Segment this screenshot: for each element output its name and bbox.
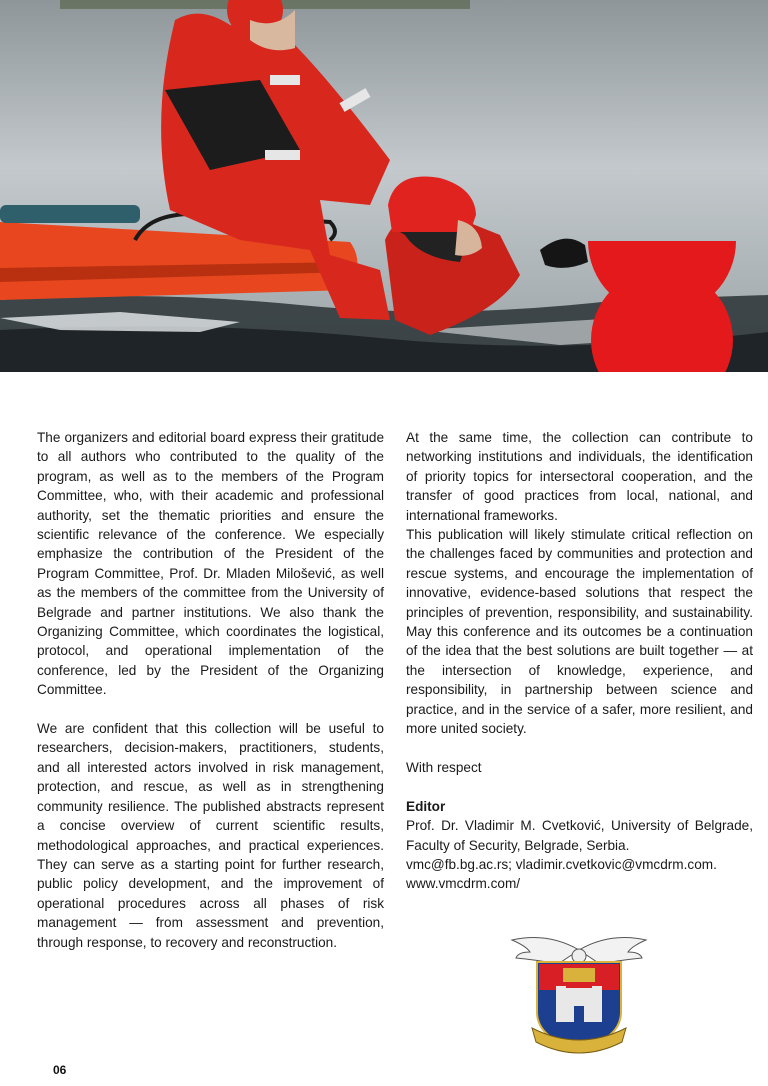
reflection-paragraph: This publication will likely stimulate critical reflection on the challenges faced by communities and protection and rescue systems, and encourage the implementation of innovative, evidence-based solutions that respect the principles of prevention, responsibility, and sustainability. May this conference and its outcomes be a continuation of the idea that the best solutions are built together — at the intersection of knowledge, experience, and responsibility, in partnership between science and practice, and in the service of a safer, more resilient, and more united society. — [406, 527, 753, 737]
networking-paragraph: At the same time, the collection can contribute to networking institutions and individuals, the identification of priority topics for intersectoral cooperation, and the transfer of good practices from local, national, and international frameworks. — [406, 430, 753, 523]
editor-email[interactable]: vmc@fb.bg.ac.rs; vladimir.cvetkovic@vmcdrm.com. — [406, 856, 717, 872]
editor-website-link[interactable]: www.vmcdrm.com/ — [406, 876, 521, 892]
right-text-column — [406, 428, 753, 894]
closing-text: With respect — [406, 759, 482, 775]
faculty-crest-logo — [508, 930, 650, 1060]
header-photo-ice-rescue — [0, 0, 768, 372]
editor-name: Prof. Dr. Vladimir M. Cvetković, University of Belgrade, Faculty of Security, Belgrade, Serbia. — [406, 818, 753, 853]
page-number: 06 — [53, 1063, 67, 1077]
left-text-column — [37, 428, 384, 952]
gratitude-paragraph: The organizers and editorial board express their gratitude to all authors who contributed to the quality of the program, as well as to the members of the Program Committee, who, with their academic and professional authority, set the thematic priorities and ensure the scientific relevance of the conference. We especially emphasize the contribution of the President of the Program Committee, Prof. Dr. Mladen Milošević, as well as the members of the committee from the University of Belgrade and partner institutions. We also thank the Organizing Committee, which coordinates the logistical, protocol, and operational implementation of the conference, led by the President of the Organizing Committee. — [37, 430, 384, 698]
usefulness-paragraph: We are confident that this collection will be useful to researchers, decision-makers, practitioners, students, and all interested actors involved in risk management, protection, and rescue, as well as in strengthening community resilience. The published abstracts represent a concise overview of current scientific results, methodological approaches, and practical experiences. They can serve as a starting point for further research, public policy development, and the improvement of operational procedures across all phases of risk management — from assessment and prevention, through response, to recovery and reconstruction. — [37, 721, 384, 950]
editor-heading: Editor — [406, 798, 446, 814]
